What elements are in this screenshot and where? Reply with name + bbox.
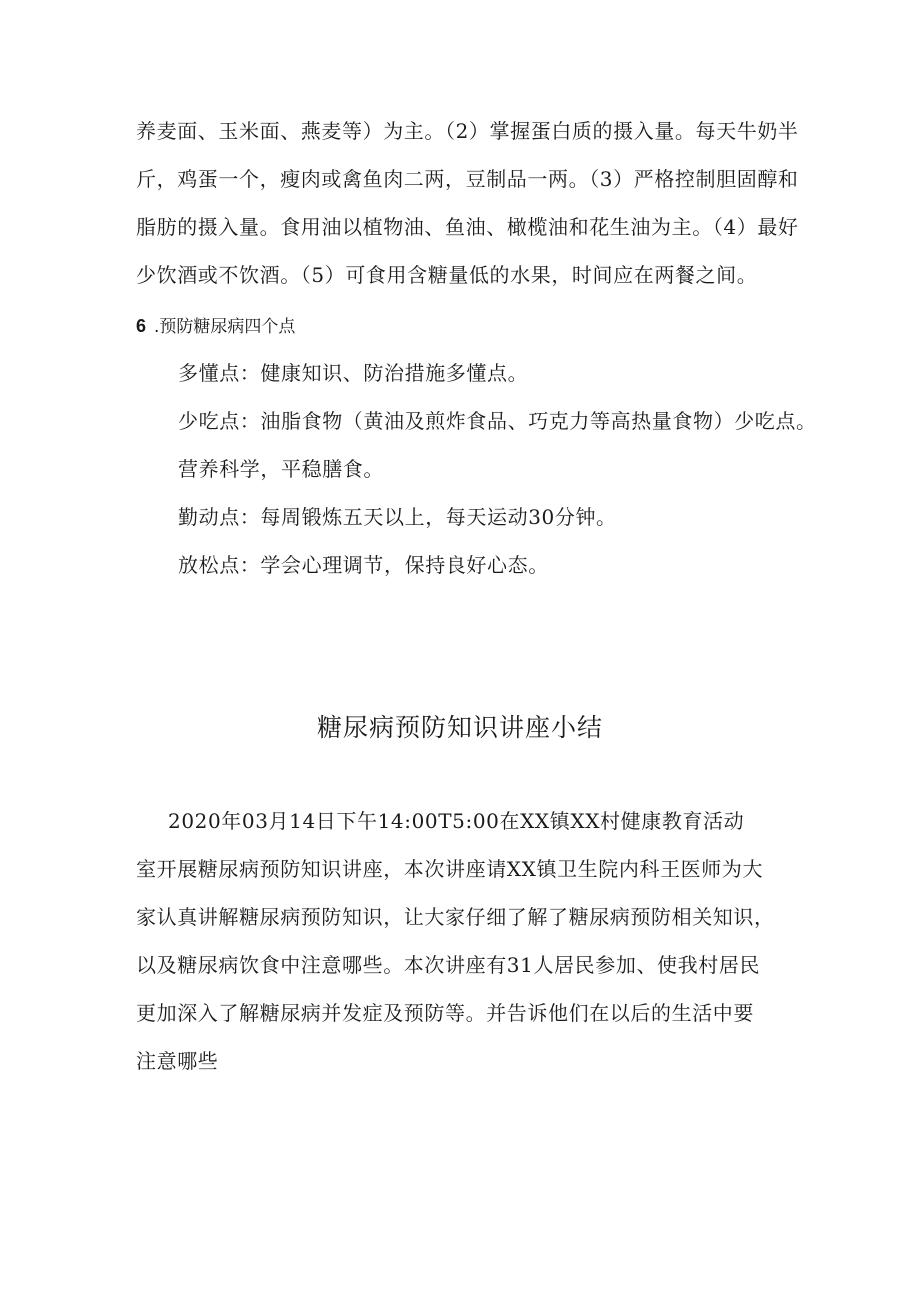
list-item: 少吃点：油脂食物（黄油及煎炸食品、巧克力等高热量食物）少吃点。 <box>178 409 817 433</box>
list-item: 勤动点：每周锻炼五天以上，每天运动30分钟。 <box>178 505 617 529</box>
paragraph-line: 斤，鸡蛋一个，瘦肉或禽鱼肉二两，豆制品一两。（3）严格控制胆固醇和 <box>136 167 799 191</box>
paragraph-line: 家认真讲解糖尿病预防知识，让大家仔细了解了糖尿病预防相关知识， <box>136 905 775 929</box>
list-item: 放松点：学会心理调节，保持良好心态。 <box>178 553 549 577</box>
paragraph-line: 2020年03月14日下午14:00T5:00在XX镇XX村健康教育活动 <box>168 809 745 833</box>
section-heading <box>136 313 295 340</box>
page-title: 糖尿病预防知识讲座小结 <box>316 713 603 742</box>
paragraph-line: 更加深入了解糖尿病并发症及预防等。并告诉他们在以后的生活中要 <box>136 1001 754 1025</box>
paragraph-line: 以及糖尿病饮食中注意哪些。本次讲座有31人居民参加、使我村居民 <box>136 953 761 977</box>
section-number: 6 <box>136 316 147 336</box>
paragraph-line: 室开展糖尿病预防知识讲座，本次讲座请XX镇卫生院内科王医师为大 <box>136 857 764 881</box>
paragraph-line: 注意哪些 <box>136 1049 219 1073</box>
list-item: 营养科学，平稳膳食。 <box>178 457 384 481</box>
paragraph-line: 养麦面、玉米面、燕麦等）为主。（2）掌握蛋白质的摄入量。每天牛奶半 <box>136 119 799 143</box>
section-title: .预防糖尿病四个点 <box>154 317 296 337</box>
list-item: 多懂点：健康知识、防治措施多懂点。 <box>178 361 529 385</box>
paragraph-line: 脂肪的摄入量。食用油以植物油、鱼油、橄榄油和花生油为主。（4）最好 <box>136 215 799 239</box>
paragraph-line: 少饮酒或不饮酒。（5）可食用含糖量低的水果，时间应在两餐之间。 <box>136 263 758 287</box>
